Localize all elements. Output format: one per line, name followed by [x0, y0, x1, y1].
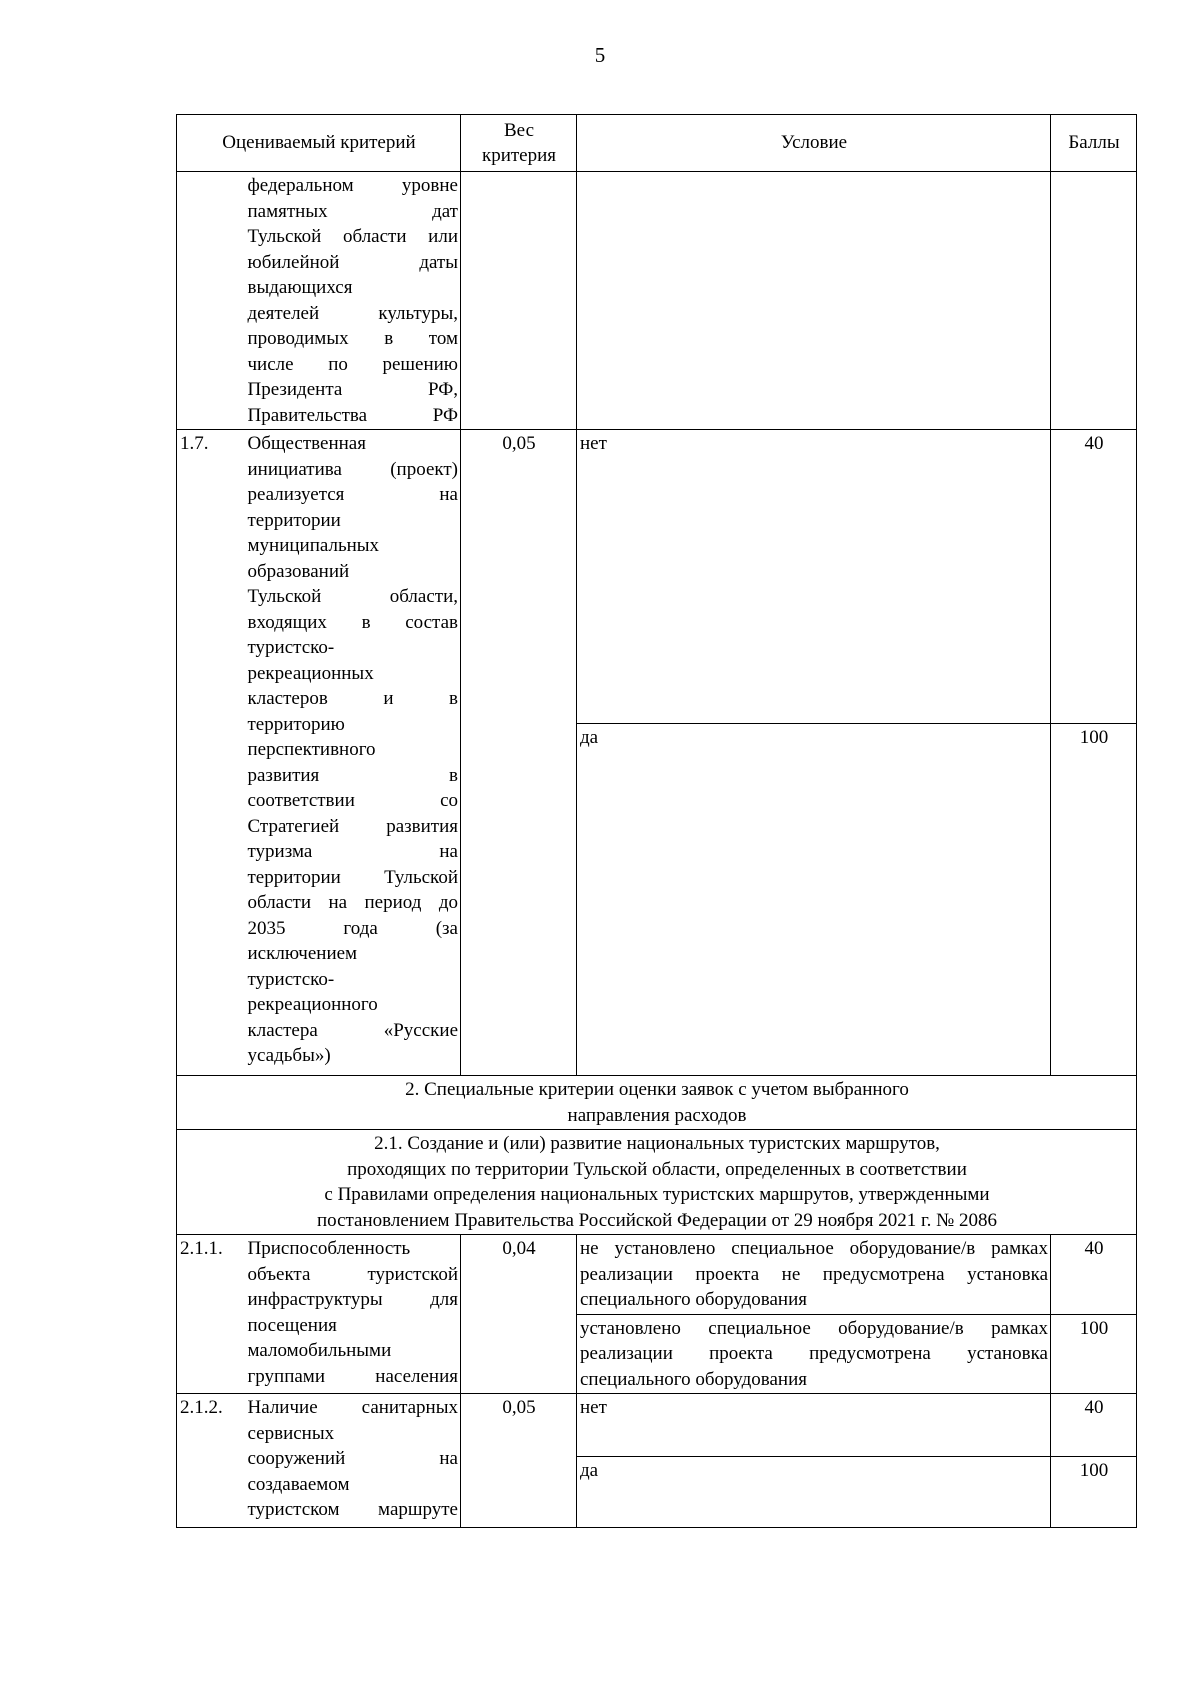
criterion-text [245, 430, 461, 1076]
header-weight-line2: критерия [481, 145, 557, 166]
text-line: выдающихся [247, 277, 353, 298]
text-line: Президента РФ, [247, 379, 458, 400]
text-line: группами населения [247, 1365, 458, 1387]
score-value: 100 [1051, 1314, 1137, 1394]
text-line: маломобильными [247, 1340, 392, 1361]
text-line: Тульской области или [247, 226, 458, 247]
section-line: направления расходов [567, 1104, 747, 1126]
section-heading-2-1 [177, 1130, 1137, 1235]
row-number: 1.7. [177, 430, 245, 1076]
text-line: Общественная [247, 433, 366, 454]
text-line: сервисных [247, 1422, 335, 1444]
table-row-2-1-2 [177, 1394, 1137, 1457]
score-value: 40 [1051, 1235, 1137, 1315]
text-line: Приспособленность [247, 1238, 411, 1259]
text-line: федеральном уровне [247, 175, 458, 196]
criterion-text [245, 1235, 461, 1394]
text-line: исключением [247, 943, 358, 964]
text-line: рекреационного [247, 994, 378, 1015]
section-line: 2.1. Создание и (или) развитие национальных туристских маршрутов, [374, 1133, 940, 1154]
condition-text: нет [577, 430, 1051, 724]
text-line: области на период до [247, 892, 458, 913]
score-value: 100 [1051, 724, 1137, 1076]
text-line: юбилейной даты [247, 251, 458, 273]
text-line: туристско- [247, 637, 335, 658]
text-line: создаваемом [247, 1473, 350, 1495]
text-line: инфраструктуры для [247, 1289, 458, 1310]
text-line: памятных дат [247, 200, 458, 222]
text-line: развития в [247, 764, 458, 786]
score-value: 40 [1051, 430, 1137, 724]
table-row-1-7 [177, 430, 1137, 724]
weight-value: 0,05 [461, 430, 577, 1076]
condition-text: нет [577, 1394, 1051, 1457]
text-line: реализуется на [247, 484, 458, 505]
condition-text: да [577, 724, 1051, 1076]
score-empty [1051, 172, 1137, 430]
text-line: территории [247, 509, 341, 531]
table-row [177, 172, 1137, 430]
section-row [177, 1076, 1137, 1130]
section-heading-2 [177, 1076, 1137, 1130]
condition-empty [577, 172, 1051, 430]
score-value: 100 [1051, 1457, 1137, 1528]
text-line: Стратегией развития [247, 815, 458, 837]
text-line: инициатива (проект) [247, 458, 458, 480]
condition-text: установлено специальное оборудование/в рамках реализации проекта предусмотрена установка специального оборудования [577, 1314, 1051, 1394]
text-line: усадьбы») [247, 1045, 331, 1066]
criterion-text [245, 1394, 461, 1528]
text-line: муниципальных [247, 535, 380, 556]
section-row [177, 1130, 1137, 1235]
section-line: 2. Специальные критерии оценки заявок с учетом выбранного [405, 1079, 909, 1100]
score-value: 40 [1051, 1394, 1137, 1457]
header-score: Баллы [1051, 115, 1137, 172]
header-weight-line1: Вес [503, 119, 534, 141]
condition-text: да [577, 1457, 1051, 1528]
table-header-row [177, 115, 1137, 172]
table-row-2-1-1 [177, 1235, 1137, 1315]
text-line: объекта туристской [247, 1263, 458, 1285]
text-line: посещения [247, 1314, 337, 1336]
header-criterion: Оцениваемый критерий [177, 115, 461, 172]
weight-value: 0,05 [461, 1394, 577, 1528]
page-number: 5 [594, 43, 606, 67]
criterion-text-continued [245, 172, 461, 430]
text-line: рекреационных [247, 662, 374, 684]
criteria-table [176, 114, 1137, 1528]
text-line: территорию [247, 713, 345, 735]
row-number: 2.1.1. [177, 1235, 245, 1394]
row-number: 2.1.2. [177, 1394, 245, 1528]
text-line: проводимых в том [247, 328, 458, 349]
text-line: образований [247, 560, 350, 582]
text-line: входящих в состав [247, 611, 458, 633]
text-line: туристско- [247, 968, 335, 990]
text-line: территории Тульской [247, 866, 458, 888]
text-line: 2035 года (за [247, 917, 458, 939]
header-weight [461, 115, 577, 172]
text-line: Наличие санитарных [247, 1397, 458, 1418]
weight-empty [461, 172, 577, 430]
section-line: постановлением Правительства Российской Федерации от 29 ноября 2021 г. № 2086 [316, 1209, 998, 1231]
text-line: кластеров и в [247, 688, 458, 709]
weight-value: 0,04 [461, 1235, 577, 1394]
condition-text: не установлено специальное оборудование/в рамках реализации проекта не предусмотрена установка специального оборудования [577, 1235, 1051, 1315]
header-condition: Условие [577, 115, 1051, 172]
text-line: Тульской области, [247, 586, 458, 607]
section-line: с Правилами определения национальных туристских маршрутов, утвержденными [324, 1184, 990, 1205]
text-line: кластера «Русские [247, 1019, 458, 1041]
text-line: соответствии со [247, 790, 458, 811]
text-line: деятелей культуры, [247, 302, 458, 324]
row-number-empty [177, 172, 245, 430]
text-line: туризма на [247, 841, 458, 862]
text-line: Правительства РФ [247, 404, 458, 426]
section-line: проходящих по территории Тульской области, определенных в соответствии [347, 1158, 967, 1180]
text-line: сооружений на [247, 1448, 458, 1469]
text-line: туристском маршруте [247, 1499, 458, 1520]
text-line: числе по решению [247, 353, 458, 375]
text-line: перспективного [247, 739, 376, 760]
